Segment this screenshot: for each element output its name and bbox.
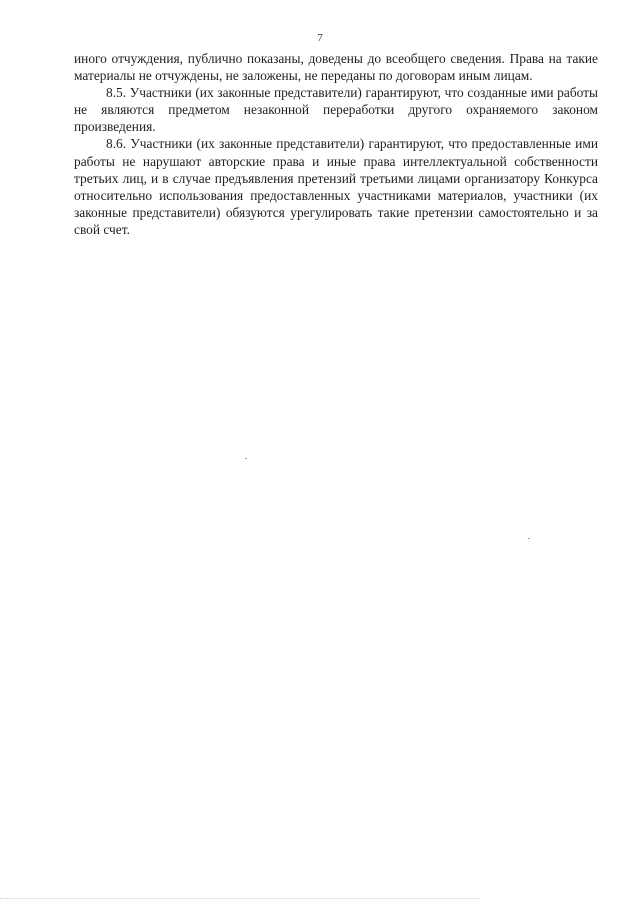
paragraph-clause-8-6: 8.6. Участники (их законные представители) гарантируют, что предоставленные ими работы не нарушают авторские права и иные права интеллектуальной собственности третьих лиц, и в случае предъявления претензий третьими лицами организатору Конкурса относительно использования предоставленных участниками материалов, участники (их законные представители) обязуются урегулировать такие претензии самостоятельно и за свой счет. (74, 136, 598, 237)
paragraph-continuation: иного отчуждения, публично показаны, доведены до всеобщего сведения. Права на такие материалы не отчуждены, не заложены, не переданы по договорам иным лицам. (74, 51, 598, 84)
scan-edge-line (0, 897, 480, 899)
document-body (74, 50, 598, 238)
page-number: 7 (317, 32, 323, 44)
paragraph-clause-8-5: 8.5. Участники (их законные представители) гарантируют, что созданные ими работы не являются предметом незаконной переработки другого охраняемого законом произведения. (74, 85, 598, 135)
scan-speck (528, 538, 530, 539)
scan-speck (245, 458, 247, 459)
